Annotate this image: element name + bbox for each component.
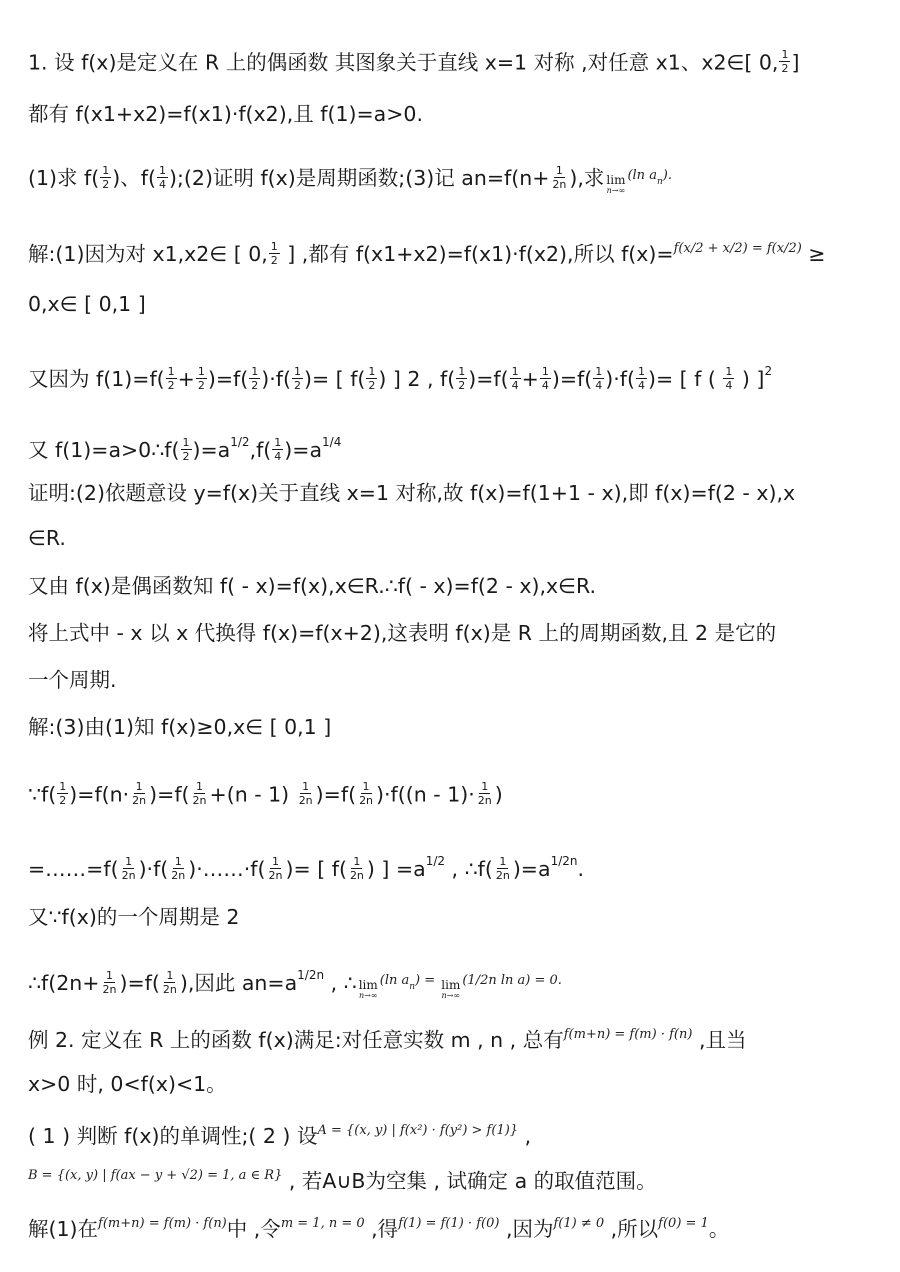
formula-image: f(x/2 + x/2) = f(x/2) [673,241,802,256]
solution-1-derivation: 又因为 f(1)=f( $\frac{1}{2}$ + $\frac{1}{2}$ )=f( $\frac{1}{2}$ )·f( $\frac{1}{2}$ )= [ f( $\frac{1}{2}$ ) ] 2 , f( $\frac{1}{2}$ )=f( $\frac{1}{4}$ + $\frac{1}{4}$ )=f( $\frac{1}{4}$ )·f( $\frac{1}{4}$ )= [ f ( $\frac{1}{4}$ ) ]$^2$ [28,364,773,392]
problem-1-statement: 1. 设 f(x)是定义在 R 上的偶函数 其图象关于直线 x=1 对称 ,对任意 x1、x2∈[ 0, $\frac{1}{2}$ ] [28,48,800,75]
fraction: $\frac{1}{2n}$ [552,163,567,191]
proof-2-line-4: 将上式中 - x 以 x 代换得 f(x)=f(x+2),这表明 f(x)是 R 上的周期函数,且 2 是它的 [28,621,777,645]
fraction: $\frac{1}{2n}$ [162,968,177,996]
formula-image: f(0) = 1 [658,1216,709,1231]
formula-image: A = {(x, y) | f(x²) · f(y²) > f(1)} [317,1123,519,1138]
fraction: $\frac{1}{4}$ [511,364,519,392]
problem-1-questions: (1)求 f( $\frac{1}{2}$ )、f( $\frac{1}{4}$ );(2)证明 f(x)是周期函数;(3)记 an=f(n+ $\frac{1}{2n}$ ),求 lim n→∞ $^{(ln a}$n). [28,163,672,195]
solution-1-domain: 0,x∈ [ 0,1 ] [28,292,146,316]
proof-2-line-5: 一个周期. [28,668,117,692]
fraction: $\frac{1}{2}$ [197,364,205,392]
solution-3-step-1: ∵f( $\frac{1}{2}$ )=f(n· $\frac{1}{2n}$ )=f( $\frac{1}{2n}$ +(n - 1) $\frac{1}{2n}$ )=f( $\frac{1}{2n}$ )·f((n - 1)· $\frac{1}{2n}$ ) [28,780,503,807]
solution-1-result: 又 f(1)=a>0∴f( $\frac{1}{2}$ )$=a^{1/2},f$( $\frac{1}{4}$ )$=a^{1/4}$ [28,435,342,463]
limit-expression: lim n→∞ [358,977,378,1000]
fraction: $\frac{1}{2n}$ [102,968,117,996]
example-2-set-b: $^{B = \{(x, y) | f(ax - y + √2) = 1, a \in R\}}$ , 若A∪B为空集 , 试确定 a 的取值范围。 [28,1168,657,1194]
fraction: $\frac{1}{2}$ [458,364,466,392]
proof-2-line-1: 证明:(2)依题意设 y=f(x)关于直线 x=1 对称,故 f(x)=f(1+1 - x),即 f(x)=f(2 - x),x [28,481,796,505]
solution-3-conclusion: ∴f(2n+ $\frac{1}{2n}$ )=f( $\frac{1}{2n}$ ),因此 $an=a^{1/2n}$ , ∴ lim n→∞ $^{(ln a}$n) = lim n→∞ $^{(1/2n ln a) = 0.}$ [28,968,562,1000]
fraction: $\frac{1}{2n}$ [268,854,283,882]
fraction: $\frac{1}{2}$ [59,780,67,807]
formula-image: f(1) = f(1) · f(0) [398,1216,500,1231]
solution-3-step-2: =……=f( $\frac{1}{2n}$ )·f( $\frac{1}{2n}$ )·……·f( $\frac{1}{2n}$ )= [ f( $\frac{1}{2n}$ ) ] $=a^{1/2}$ , ∴f( $\frac{1}{2n}$ )$=a^{1/2n}$. [28,854,585,882]
formula-image: f(m+n) = f(m) · f(n) [98,1216,227,1231]
problem-1-condition: 都有 f(x1+x2)=f(x1)·f(x2),且 f(1)=a>0. [28,102,423,126]
fraction: $\frac{1}{4}$ [159,163,166,191]
fraction: $\frac{1}{2}$ [167,364,175,392]
example-2-questions: ( 1 ) 判断 f(x)的单调性;( 2 ) 设$^{A = \{(x, y) | f(x^2) \cdot f(y^2) > f(1)\}}$ , [28,1123,532,1149]
limit-expression: lim n→∞ [441,977,461,1000]
fraction: $\frac{1}{2n}$ [192,780,207,807]
formula-image: f(m+n) = f(m) · f(n) [563,1027,693,1042]
proof-2-line-3: 又由 f(x)是偶函数知 f( - x)=f(x),x∈R.∴f( - x)=f(2 - x),x∈R. [28,574,597,598]
fraction: $\frac{1}{4}$ [274,435,282,463]
fraction: $\frac{1}{2n}$ [349,854,364,882]
fraction: $\frac{1}{4}$ [595,364,603,392]
fraction: $\frac{1}{2}$ [293,364,301,392]
fraction: $\frac{1}{2}$ [368,364,376,392]
fraction: $\frac{1}{2n}$ [171,854,186,882]
fraction: $\frac{1}{2n}$ [359,780,374,807]
fraction: $\frac{1}{2}$ [781,48,789,75]
solution-3-period: 又∵f(x)的一个周期是 2 [28,905,240,929]
fraction: $\frac{1}{2}$ [102,163,110,191]
fraction: $\frac{1}{2n}$ [477,780,492,807]
fraction: $\frac{1}{2n}$ [495,854,510,882]
fraction: $\frac{1}{2n}$ [132,780,147,807]
formula-image: m = 1, n = 0 [280,1216,365,1231]
limit-expression: lim n→∞ [606,172,626,195]
fraction: $\frac{1}{4}$ [725,364,733,392]
fraction: $\frac{1}{4}$ [637,364,645,392]
proof-2-line-2: ∈R. [28,526,66,550]
fraction: $\frac{1}{4}$ [541,364,549,392]
solution-1-intro: 解:(1)因为对 x1,x2∈ [ 0, $\frac{1}{2}$ ] ,都有 f(x1+x2)=f(x1)·f(x2),所以 f(x)=$^{f(x/2 + x/2) = f(x/2)}$ ≥ [28,239,826,267]
fraction: $\frac{1}{2n}$ [121,854,136,882]
formula-image: B = {(x, y) | f(ax − y + √2) = 1, a ∈ R} [28,1168,283,1183]
fraction: $\frac{1}{2}$ [182,435,190,463]
example-2-statement: 例 2. 定义在 R 上的函数 f(x)满足:对任意实数 m , n , 总有$^{f(m+n) = f(m) \cdot f(n)}$ ,且当 [28,1027,747,1053]
example-2-solution: 解(1)在$^{f(m+n) = f(m) \cdot f(n)}$中 ,令$^{m = 1, n = 0}$ ,得$^{f(1) = f(1) \cdot f(0)}$ ,因为$^{f(1) \ne 0}$ ,所以$^{f(0) = 1}$。 [28,1216,730,1242]
fraction: $\frac{1}{2}$ [251,364,259,392]
formula-image: f(1) ≠ 0 [553,1216,605,1231]
fraction: $\frac{1}{2n}$ [298,780,313,807]
fraction: $\frac{1}{2}$ [270,239,278,267]
example-2-condition: x>0 时, 0<f(x)<1。 [28,1072,227,1096]
solution-3-intro: 解:(3)由(1)知 f(x)≥0,x∈ [ 0,1 ] [28,715,332,739]
